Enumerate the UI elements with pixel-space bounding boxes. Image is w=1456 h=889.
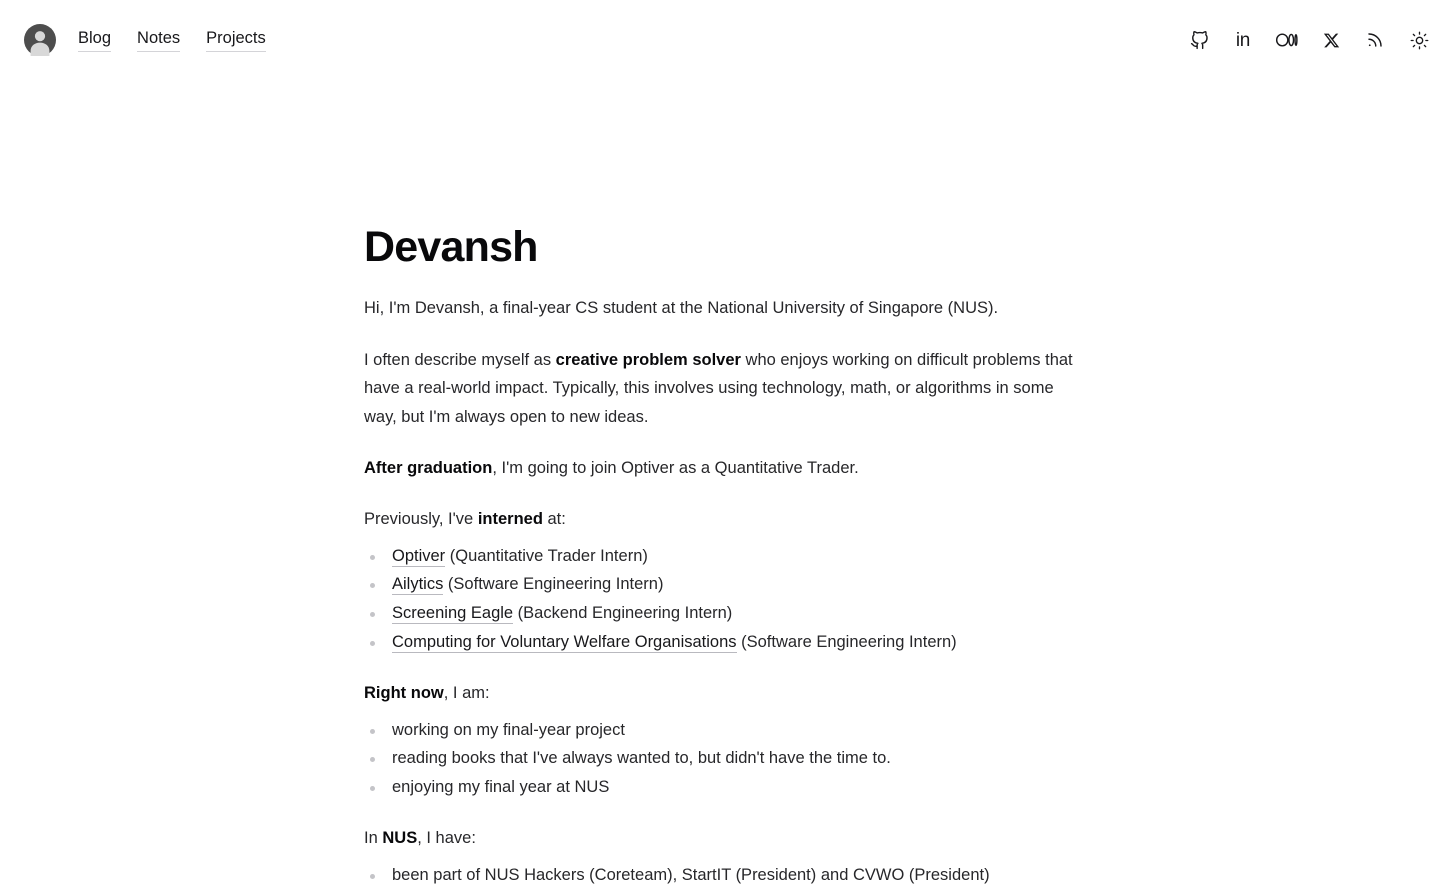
list-item: reading books that I've always wanted to, but didn't have the time to. [364,744,1084,772]
page-title: Devansh [364,223,538,271]
list-item: been part of NUS Hackers (Coreteam), StartIT (President) and CVWO (President) [364,861,1084,889]
nus-paragraph [364,801,1084,852]
sun-icon[interactable] [1404,25,1434,55]
internship-link-optiver[interactable]: Optiver [392,546,446,565]
list-item [364,542,1084,570]
medium-icon[interactable] [1272,25,1302,55]
internship-role: (Quantitative Trader Intern) [445,546,648,565]
nus-bold: NUS [382,829,418,848]
graduation-after: , I'm going to join Optiver as a Quantitative Trader. [492,458,859,477]
nav-item-blog[interactable]: Blog [78,28,111,52]
graduation-paragraph [364,431,1084,482]
describe-paragraph [364,323,1084,431]
social-links [1184,25,1434,55]
list-item [364,599,1084,627]
avatar[interactable] [24,24,56,56]
previously-before: Previously, I've [364,510,478,529]
avatar-person-icon [24,24,56,56]
previously-bold: interned [477,510,543,529]
nav-item-projects[interactable]: Projects [206,28,266,52]
primary-nav [78,28,266,52]
github-icon[interactable] [1184,25,1214,55]
linkedin-label: in [1235,29,1251,51]
right-now-after: , I am: [443,684,490,703]
list-item: working on my final-year project [364,716,1084,744]
nav-item-notes[interactable]: Notes [137,28,180,52]
previously-paragraph [364,482,1084,533]
rss-icon[interactable] [1360,25,1390,55]
internship-link-cvwo[interactable]: Computing for Voluntary Welfare Organisations [392,632,737,651]
internship-role: (Backend Engineering Intern) [513,603,733,622]
internship-link-screening-eagle[interactable]: Screening Eagle [392,603,514,622]
nus-before: In [364,829,383,848]
nus-list [364,853,1084,889]
right-now-bold: Right now [364,684,444,703]
nus-after: , I have: [417,829,476,848]
graduation-bold: After graduation [364,458,493,477]
previously-after: at: [542,510,566,529]
internship-role: (Software Engineering Intern) [443,575,664,594]
nav-left [24,24,266,56]
list-item: enjoying my final year at NUS [364,773,1084,801]
site-header [0,0,1456,80]
internships-list [364,534,1084,656]
list-item [364,628,1084,656]
internship-link-ailytics[interactable]: Ailytics [392,575,444,594]
list-item [364,570,1084,598]
linkedin-icon[interactable] [1228,25,1258,55]
right-now-list [364,708,1084,802]
right-now-paragraph [364,656,1084,707]
content-column [364,80,1084,889]
describe-before: I often describe myself as [364,350,556,369]
describe-after: who enjoys working on difficult problems that have a real-world impact. Typically, this involves using technology, math, or algorithms in some way, but I'm always open to new ideas. [364,350,1073,426]
internship-role: (Software Engineering Intern) [736,632,957,651]
x-icon[interactable] [1316,25,1346,55]
intro-paragraph: Hi, I'm Devansh, a final-year CS student at the National University of Singapore (NUS). [364,299,999,318]
page-body [0,80,1456,889]
describe-bold: creative problem solver [555,350,741,369]
